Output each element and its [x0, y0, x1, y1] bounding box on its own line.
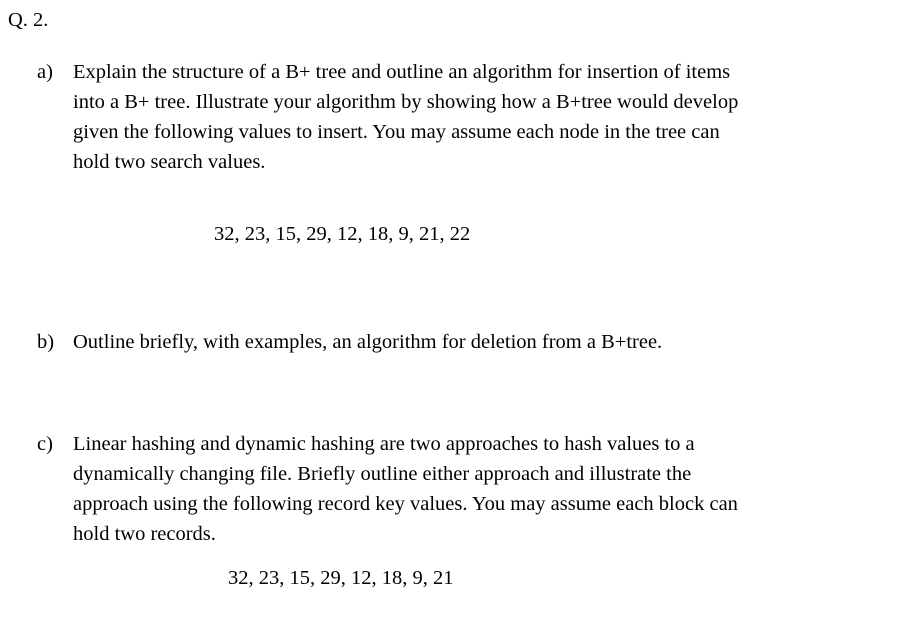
part-c-line-1: Linear hashing and dynamic hashing are two approaches to hash values to a [73, 433, 695, 455]
part-a-line-2: into a B+ tree. Illustrate your algorithm by showing how a B+tree would develop [73, 91, 739, 113]
part-a-line-3: given the following values to insert. You may assume each node in the tree can [73, 121, 720, 143]
part-a-insert-values: 32, 23, 15, 29, 12, 18, 9, 21, 22 [214, 223, 471, 245]
part-c-label: c) [37, 433, 53, 455]
part-b-line-1: Outline briefly, with examples, an algorithm for deletion from a B+tree. [73, 331, 663, 353]
part-a-line-4: hold two search values. [73, 151, 266, 173]
part-a-label: a) [37, 61, 53, 83]
part-c-line-3: approach using the following record key values. You may assume each block can [73, 493, 738, 515]
question-number: Q. 2. [8, 9, 49, 31]
part-b-label: b) [37, 331, 55, 353]
part-c-line-4: hold two records. [73, 523, 216, 545]
part-c-record-key-values: 32, 23, 15, 29, 12, 18, 9, 21 [228, 567, 454, 589]
part-a-line-1: Explain the structure of a B+ tree and outline an algorithm for insertion of items [73, 61, 731, 83]
part-c-line-2: dynamically changing file. Briefly outline either approach and illustrate the [73, 463, 692, 485]
